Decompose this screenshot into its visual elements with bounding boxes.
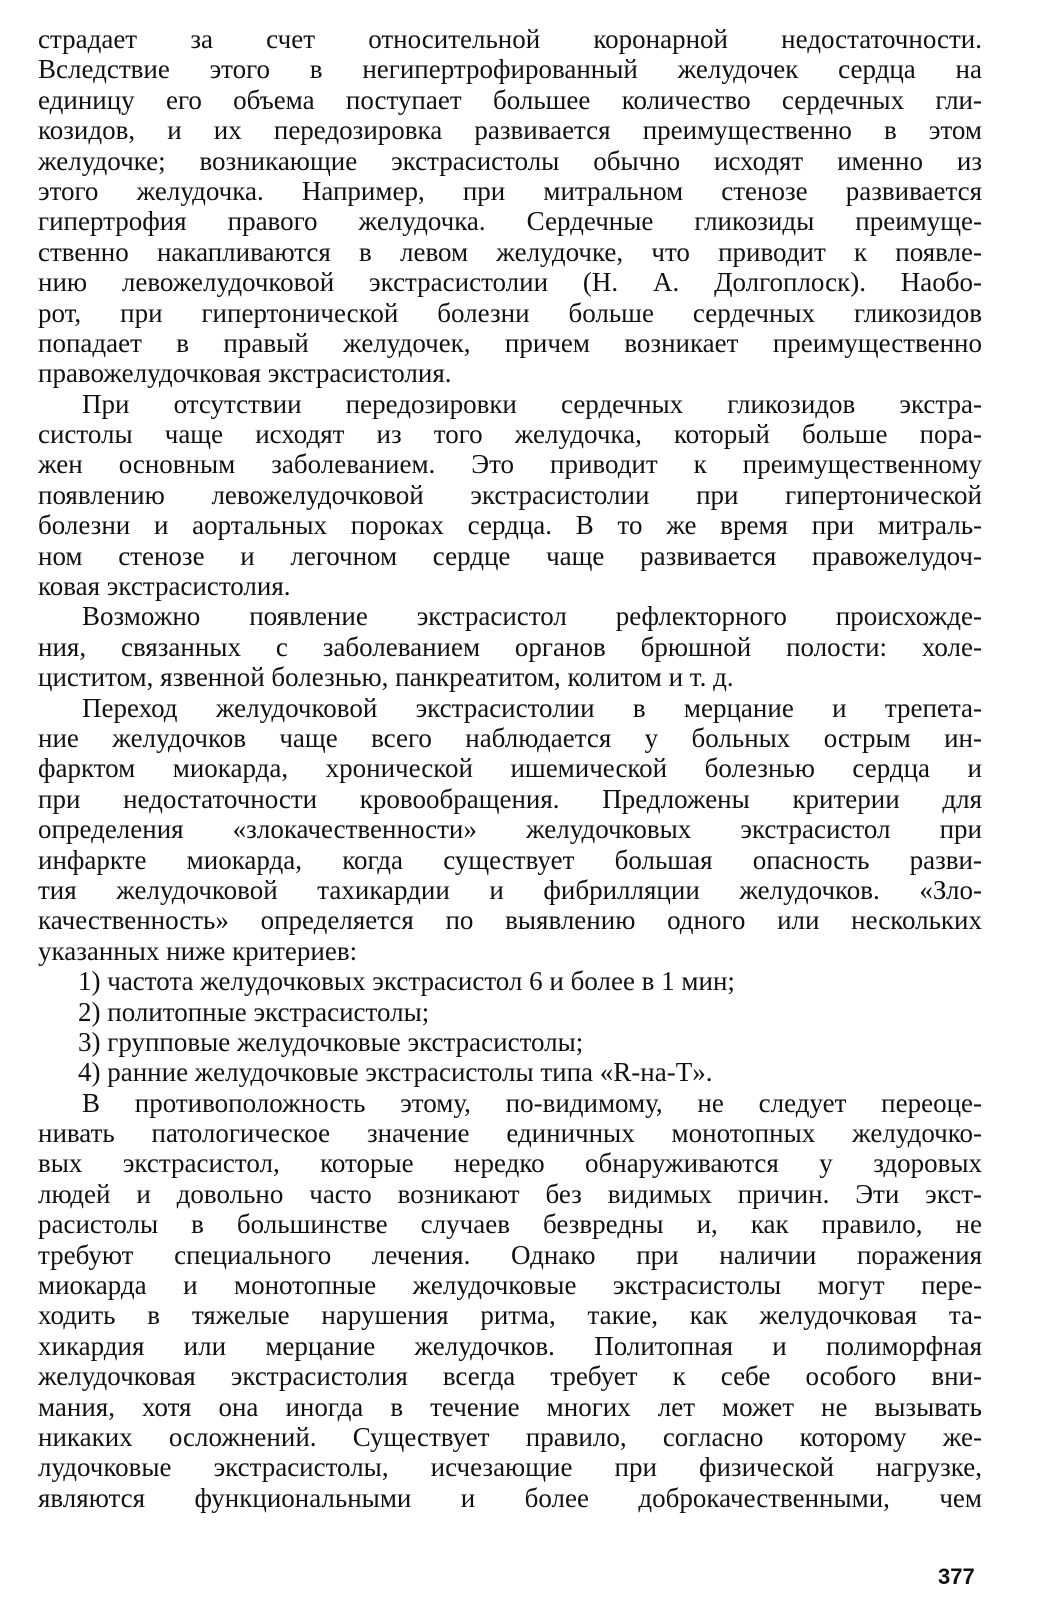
paragraph-start-line: В противоположность этому, по-видимому, не следует переоце- (82, 1087, 982, 1118)
criteria-list-item: 4) ранние желудочковые экстрасистолы типа «R-на-T». (78, 1057, 713, 1088)
text-line: попадает в правый желудочек, причем возникает преимущественно (38, 327, 982, 358)
criteria-list-item: 3) групповые желудочковые экстрасистолы; (78, 1026, 584, 1057)
page-number: 377 (938, 1564, 975, 1589)
text-line: фарктом миокарда, хронической ишемической болезнью сердца и (38, 753, 982, 784)
criteria-list-item: 1) частота желудочковых экстрасистол 6 и более в 1 мин; (78, 966, 735, 997)
text-line: гипертрофия правого желудочка. Сердечные гликозиды преимуще- (38, 206, 982, 237)
text-line: жен основным заболеванием. Это приводит к преимущественному (38, 449, 982, 480)
text-line: ния, связанных с заболеванием органов брюшной полости: холе- (38, 631, 982, 662)
text-line: качественность» определяется по выявлению одного или нескольких (38, 905, 982, 936)
text-line: вых экстрасистол, которые нередко обнаруживаются у здоровых (38, 1148, 982, 1179)
text-line: систолы чаще исходят из того желудочка, который больше пора- (38, 419, 982, 450)
text-line: ственно накапливаются в левом желудочке, что приводит к появле- (38, 236, 982, 267)
text-line: нивать патологическое значение единичных монотопных желудочко- (38, 1118, 982, 1149)
text-line: страдает за счет относительной коронарной недостаточности. (38, 24, 982, 54)
text-line: требуют специального лечения. Однако при наличии поражения (38, 1239, 982, 1270)
text-line: людей и довольно часто возникают без видимых причин. Эти экст- (38, 1178, 982, 1209)
criteria-list-item: 2) политопные экстрасистолы; (78, 996, 430, 1027)
text-line: единицу его объема поступает большее количество сердечных гли- (38, 84, 982, 115)
text-line: миокарда и монотопные желудочковые экстрасистолы могут пере- (38, 1270, 982, 1301)
text-line: мания, хотя она иногда в течение многих лет может не вызывать (38, 1391, 982, 1422)
text-line: ние желудочков чаще всего наблюдается у больных острым ин- (38, 722, 982, 753)
paragraph-start-line: Переход желудочковой экстрасистолии в мерцание и трепета- (82, 692, 982, 723)
text-line: желудочковая экстрасистолия всегда требует к себе особого вни- (38, 1361, 982, 1392)
text-line: ходить в тяжелые нарушения ритма, такие, как желудочковая та- (38, 1300, 982, 1331)
text-line: при недостаточности кровообращения. Предложены критерии для (38, 783, 982, 814)
text-line: тия желудочковой тахикардии и фибрилляции желудочков. «Зло- (38, 874, 982, 905)
text-line: инфаркте миокарда, когда существует большая опасность разви- (38, 844, 982, 875)
text-line: ном стенозе и легочном сердце чаще развивается правожелудоч- (38, 540, 982, 571)
text-line: циститом, язвенной болезнью, панкреатитом, колитом и т. д. (38, 662, 734, 693)
text-line: появлению левожелудочковой экстрасистолии при гипертонической (38, 479, 982, 510)
text-line: правожелудочковая экстрасистолия. (38, 358, 452, 389)
text-line: болезни и аортальных пороках сердца. В то же время при митраль- (38, 510, 982, 541)
text-line: никаких осложнений. Существует правило, согласно которому же- (38, 1421, 982, 1452)
text-line: Вследствие этого в негипертрофированный желудочек сердца на (38, 54, 982, 85)
text-line: являются функциональными и более доброкачественными, чем (38, 1482, 982, 1513)
text-line: ковая экстрасистолия. (38, 571, 291, 602)
text-line: хикардия или мерцание желудочков. Политопная и полиморфная (38, 1330, 982, 1361)
text-line: козидов, и их передозировка развивается преимущественно в этом (38, 115, 982, 146)
paragraph-start-line: Возможно появление экстрасистол рефлекторного происхожде- (82, 601, 982, 632)
paragraph-start-line: При отсутствии передозировки сердечных гликозидов экстра- (82, 388, 982, 419)
text-line: этого желудочка. Например, при митральном стенозе развивается (38, 175, 982, 206)
text-line: рот, при гипертонической болезни больше сердечных гликозидов (38, 297, 982, 328)
text-line: расистолы в большинстве случаев безвредны и, как правило, не (38, 1209, 982, 1240)
text-line: лудочковые экстрасистолы, исчезающие при физической нагрузке, (38, 1452, 982, 1483)
text-line: указанных ниже критериев: (38, 935, 358, 966)
text-line: нию левожелудочковой экстрасистолии (Н. А. Долгоплоск). Наобо- (38, 267, 982, 298)
text-line: определения «злокачественности» желудочковых экстрасистол при (38, 814, 982, 845)
text-line: желудочке; возникающие экстрасистолы обычно исходят именно из (38, 145, 982, 176)
body-text (38, 24, 982, 1513)
